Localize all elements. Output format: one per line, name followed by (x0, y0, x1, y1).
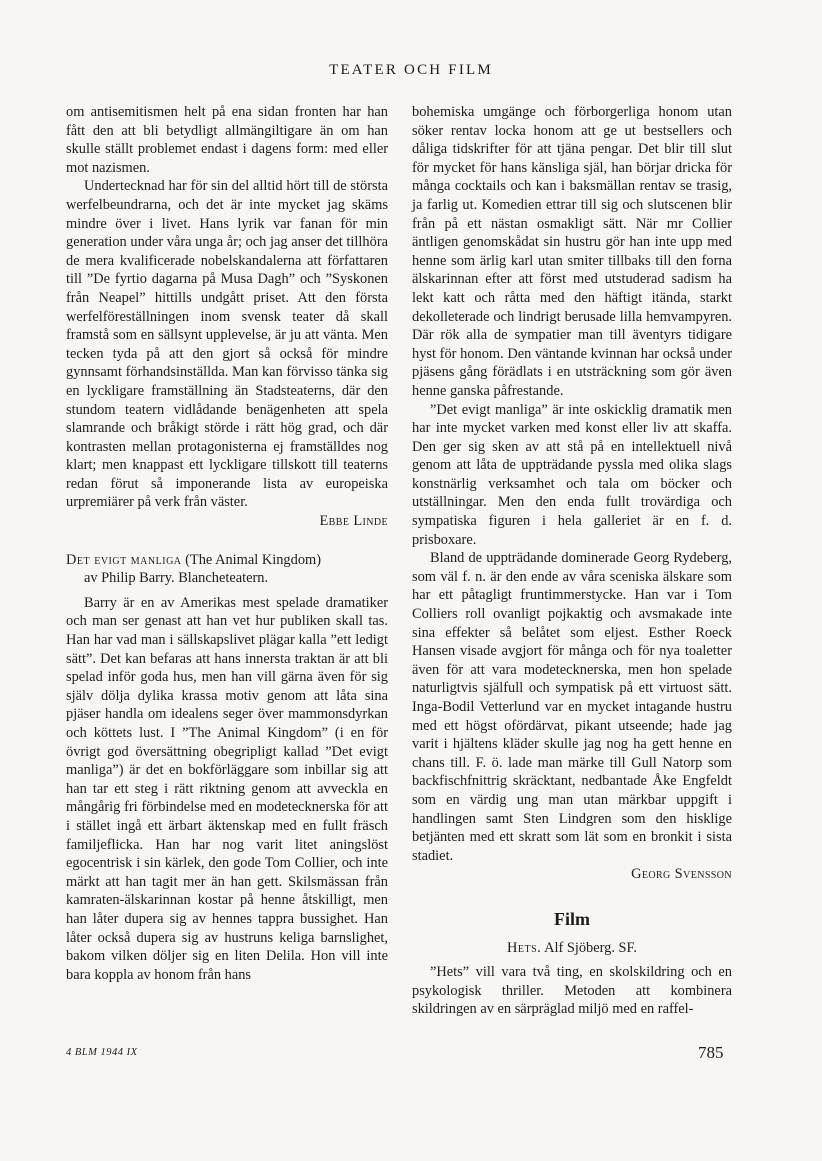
signature-line (412, 865, 732, 884)
review-title: Det evigt manliga (66, 551, 182, 568)
page-header: TEATER OCH FILM (329, 62, 493, 78)
review-subtitle: (The Animal Kingdom) (181, 551, 322, 568)
paragraph: ”Det evigt manliga” är inte oskicklig dramatik men har inte mycket varken med konst eller liv att skaffa. Den ger sig sken av att stå på en intellektuell nivå genom att låta de uppträdande pyssla med olika slags konstnärlig verksamhet och tala om böcker och utställningar. Men den enda fullt trovärdiga och sympatiska figuren i hela galleriet är en f. d. prisboxare. (412, 401, 732, 548)
paragraph: Bland de uppträdande dominerade Georg Rydeberg, som väl f. n. är den ende av våra sceniska älskare som har ett påtagligt fruntimmerstycke. Han var i Tom Colliers roll ovanligt pojkaktig och avsmakade inte sina effekter så belåtet som eljest. Esther Roeck Hansen visade avgjort för många och för nya toaletter även för att vara modetecknerska, men hon spelade naturligtvis själfull och sympatisk på ett virtuost sätt. Inga-Bodil Vetterlund var en mycket intagande hustru med ett högst ofördärvat, pikant utseende; hade jag varit i hjältens kläder skulle jag nog ha gett henne en chans till. F. ö. lade man märke till Gull Natorp som backfischfnittrig skräcktant, nedbantade Åke Engfeldt som en värdig ung man utan märkbar uppgift i handlingen samt Sten Lindgren som den hisklige betjänten med ett skratt som lät som en bronkit i sista stadiet. (412, 550, 732, 864)
footer-signature-mark: 4 BLM 1944 IX (66, 1047, 138, 1058)
paragraph: bohemiska umgänge och förborgerliga honom utan söker rentav locka honom att ge ut bestsellers och dåliga tidskrifter för att tjäna pengar. Det blir till slut för mycket för hans känsliga själ, han börjar dricka för många cocktails och kan i baksmällan rentav se trasig, ja farlig ut. Komedien ettrar till sig och slutscenen blir från på ett nästan osmakligt sätt. När mr Collier äntligen genomskådat sin hustru gör han inte upp med henne som ärlig karl utan smiter tillbaks till den forna älskarinnan efter att först med utstuderad sadism ha lekt katt och råtta med den häftigt itända, starkt dekolleterade och lindrigt berusade lilla hemvampyren. Där rök alla de sympatier man till äventyrs tidigare hyst för honom. Den väntande kvinnan har också under pjäsens gång förädlats i en utsträckning som gör även henne ganska påfrestande. (412, 104, 732, 399)
film-heading (412, 939, 732, 958)
author-signature: Ebbe Linde (319, 513, 388, 530)
signature-line (66, 512, 388, 531)
film-credit: Alf Sjöberg. SF. (541, 939, 638, 956)
paragraph: Barry är en av Amerikas mest spelade dramatiker och man ser genast att han vet hur publiken skall tas. Han har vad man i sällskapslivet plägar kalla ”ett ledigt sätt”. Det kan befaras att hans innersta traktan är att bli spelad inför goda hus, men han vill gärna även för sig själv dölja dylika krassa motiv genom att låta sina pjäser handla om idealens seger över mammonsdyrkan och köttets lust. I ”The Animal Kingdom” (i en för övrigt god översättning obegripligt kallad ”Det evigt manliga”) är det en bokförläggare som inbillar sig att han tar ett steg i rätt riktning genom att avveckla en mångårig fri förbindelse med en modetecknerska för att i stället ingå ett ärbart äktenskap med en fullt fräsch familjeflicka. Han har nog varit litet aningslöst egocentrisk i sin kärlek, den gode Tom Collier, och inte märkt att han tagit mer än han gett. Skilsmässan från kamraten-älskarinnan kostar på henne åtskilligt, men han låter dupera sig av hennes tappra bussighet. Han låter också dupera sig av hustruns keliga barnslighet, bakom vilken döljer sig en liten Delila. Hon vill inte bara koppla av honom från hans (66, 594, 388, 983)
review-credit: av Philip Barry. Blancheteatern. (84, 570, 269, 587)
paragraph: Undertecknad har för sin del alltid hört till de största werfelbeundrarna, och det är inte mycket jag skäms mindre över i livet. Hans lyrik var fanan för min generation under våra unga år; och jag anser det tillhöra de mera kvalificerade nobelskandalerna att författaren till ”De fyrtio dagarna på Musa Dagh” och ”Syskonen från Neapel” hittills undgått priset. Att den första werfelföreställningen inom svensk teater då skall framstå som en sällsynt upplevelse, är ju att vänta. Men tecken tyda på att den gjort så också för mindre gynnsamt förhandsinställda. Man kan förvisso tänka sig en lyckligare framställning än Stadsteaterns, där den stundom teatern vidlådande benägenheten att spela slamrande och bråkigt störde i rätt hög grad, och där kontrasten mellan protagonisterna ej framställdes nog klart; men knappast ett lyckligare tillskott till teaterns redan förut så imponerande lista av europeiska urpremiärer på verk från väster. (66, 178, 388, 511)
page-number: 785 (698, 1043, 724, 1062)
review-heading (66, 551, 388, 588)
paragraph: om antisemitismen helt på ena sidan fronten har han fått den att bli betydligt allmängiltigare än om han skulle ställt problemet endast i dagens form: med eller mot nazismen. (66, 104, 388, 176)
film-title: Hets. (506, 939, 542, 956)
right-column (412, 103, 732, 1019)
paragraph: ”Hets” vill vara två ting, en skolskildring och en psykologisk thriller. Metoden att kombinera skildringen av en särpräglad miljö med en raffel- (412, 964, 732, 1018)
author-signature: Georg Svensson (631, 866, 732, 883)
section-title: Film (554, 908, 590, 929)
left-column (66, 103, 388, 984)
